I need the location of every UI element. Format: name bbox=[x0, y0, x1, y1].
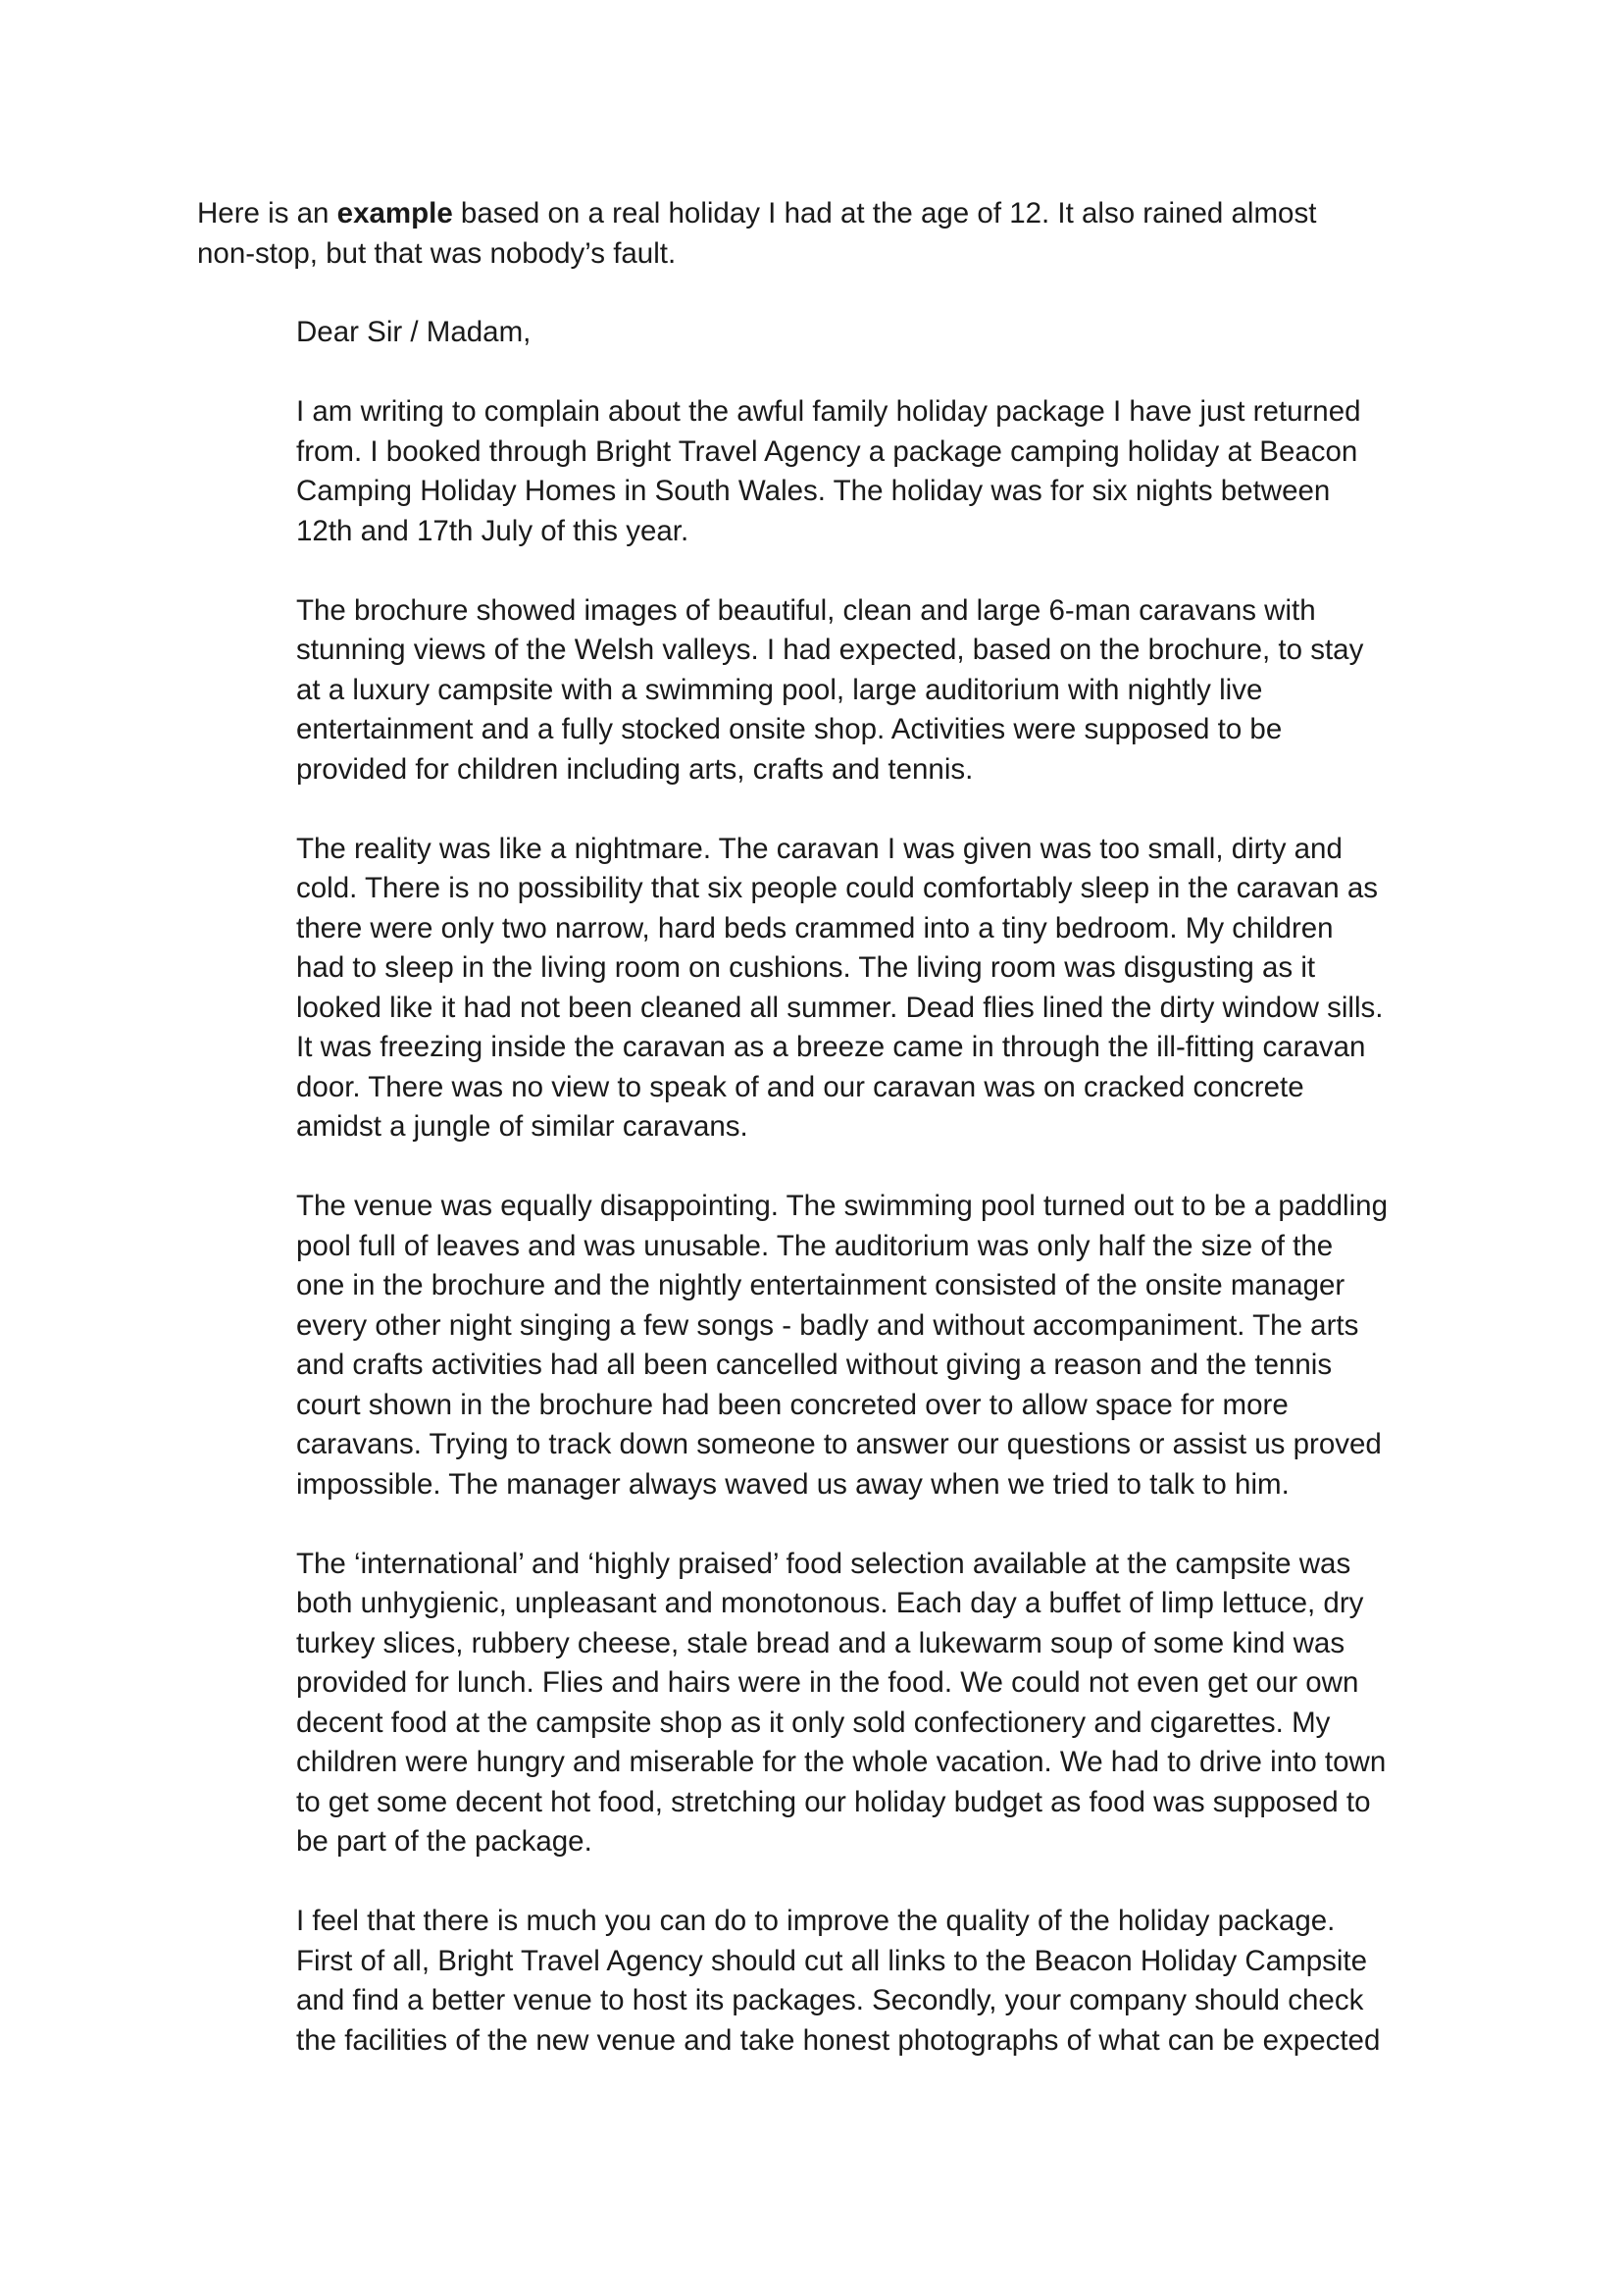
text-line: every other night singing a few songs - badly and without accompaniment. The arts bbox=[296, 1308, 1359, 1342]
letter-paragraph bbox=[296, 1902, 1453, 2061]
intro-text: based on a real holiday I had at the age of 12. It also rained almost bbox=[452, 197, 1317, 229]
salutation-text: Dear Sir / Madam, bbox=[296, 316, 532, 348]
intro-paragraph bbox=[197, 194, 1472, 274]
text-line: Camping Holiday Homes in South Wales. The holiday was for six nights between bbox=[296, 475, 1331, 507]
text-line: children were hungry and miserable for the whole vacation. We had to drive into town bbox=[296, 1746, 1387, 1778]
text-line: caravans. Trying to track down someone to answer our questions or assist us proved bbox=[296, 1428, 1382, 1460]
text-line: The brochure showed images of beautiful, clean and large 6-man caravans with bbox=[296, 593, 1316, 627]
intro-line: non-stop, but that was nobody’s fault. bbox=[197, 236, 677, 270]
letter-paragraph bbox=[296, 1187, 1453, 1504]
text-line: decent food at the campsite shop as it only sold confectionery and cigarettes. My bbox=[296, 1706, 1331, 1739]
text-line: from. I booked through Bright Travel Agency a package camping holiday at Beacon bbox=[296, 434, 1358, 468]
text-line: It was freezing inside the caravan as a breeze came in through the ill-fitting caravan bbox=[296, 1031, 1366, 1063]
text-line: stunning views of the Welsh valleys. I had expected, based on the brochure, to stay bbox=[296, 634, 1364, 666]
complaint-letter bbox=[296, 313, 1453, 2101]
text-line: impossible. The manager always waved us away when we tried to talk to him. bbox=[296, 1467, 1290, 1501]
text-line: had to sleep in the living room on cushions. The living room was disgusting as it bbox=[296, 951, 1316, 984]
text-line: and crafts activities had all been cancelled without giving a reason and the tennis bbox=[296, 1349, 1333, 1381]
letter-paragraph bbox=[296, 392, 1453, 551]
text-line: The reality was like a nightmare. The caravan I was given was too small, dirty and bbox=[296, 832, 1343, 865]
text-line: both unhygienic, unpleasant and monotonous. Each day a buffet of limp lettuce, dry bbox=[296, 1587, 1364, 1619]
text-line: the facilities of the new venue and take honest photographs of what can be expected bbox=[296, 2023, 1381, 2057]
text-line: turkey slices, rubbery cheese, stale bread and a lukewarm soup of some kind was bbox=[296, 1626, 1345, 1659]
text-line: at a luxury campsite with a swimming pool, large auditorium with nightly live bbox=[296, 673, 1263, 706]
text-line: amidst a jungle of similar caravans. bbox=[296, 1110, 748, 1143]
text-line: court shown in the brochure had been concreted over to allow space for more bbox=[296, 1388, 1289, 1421]
text-line: door. There was no view to speak of and our caravan was on cracked concrete bbox=[296, 1070, 1304, 1103]
letter-paragraph bbox=[296, 591, 1453, 790]
letter-paragraph bbox=[296, 830, 1453, 1147]
text-line: provided for lunch. Flies and hairs were in the food. We could not even get our own bbox=[296, 1666, 1359, 1699]
text-line: there were only two narrow, hard beds crammed into a tiny bedroom. My children bbox=[296, 911, 1334, 944]
text-line: to get some decent hot food, stretching our holiday budget as food was supposed to bbox=[296, 1785, 1371, 1818]
text-line: provided for children including arts, crafts and tennis. bbox=[296, 752, 974, 786]
text-line: The ‘international’ and ‘highly praised’ food selection available at the campsite was bbox=[296, 1547, 1351, 1580]
text-line: The venue was equally disappointing. The swimming pool turned out to be a paddling bbox=[296, 1190, 1388, 1222]
intro-emphasis: example bbox=[336, 197, 453, 229]
text-line: looked like it had not been cleaned all summer. Dead flies lined the dirty window sills. bbox=[296, 991, 1384, 1024]
letter-paragraph bbox=[296, 1545, 1453, 1862]
text-line: pool full of leaves and was unusable. The auditorium was only half the size of the bbox=[296, 1229, 1334, 1262]
text-line: cold. There is no possibility that six people could comfortably sleep in the caravan as bbox=[296, 872, 1379, 904]
text-line: be part of the package. bbox=[296, 1825, 592, 1858]
text-line: First of all, Bright Travel Agency should cut all links to the Beacon Holiday Campsite bbox=[296, 1944, 1368, 1977]
text-line: and find a better venue to host its packages. Secondly, your company should check bbox=[296, 1984, 1364, 2016]
text-line: entertainment and a fully stocked onsite shop. Activities were supposed to be bbox=[296, 713, 1283, 745]
text-line: 12th and 17th July of this year. bbox=[296, 514, 689, 547]
intro-text: Here is an bbox=[197, 197, 337, 229]
intro-line bbox=[197, 194, 1472, 234]
text-line: I feel that there is much you can do to improve the quality of the holiday package. bbox=[296, 1905, 1336, 1937]
text-line: one in the brochure and the nightly entertainment consisted of the onsite manager bbox=[296, 1269, 1345, 1301]
letter-salutation bbox=[296, 313, 1453, 353]
text-line: I am writing to complain about the awful family holiday package I have just returned bbox=[296, 395, 1361, 428]
